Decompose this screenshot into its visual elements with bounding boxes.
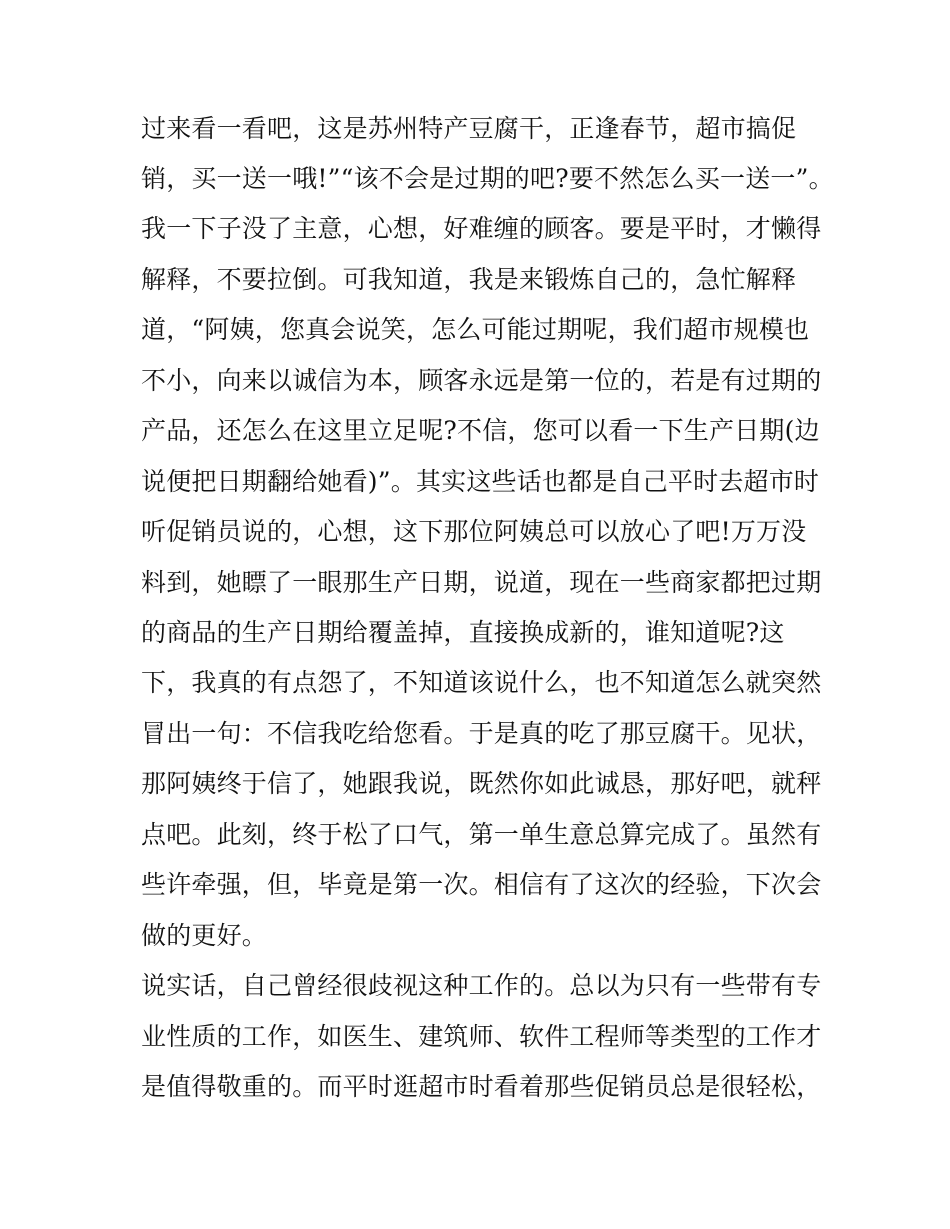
text-line: 业性质的工作，如医生、建筑师、软件工程师等类型的工作才 (141, 1022, 822, 1051)
text-line: 做的更好。 (141, 921, 268, 950)
text-line: 不小，向来以诚信为本，顾客永远是第一位的，若是有过期的 (141, 366, 822, 395)
text-line: 冒出一句：不信我吃给您看。于是真的吃了那豆腐干。见状， (141, 719, 822, 748)
text-line: 的商品的生产日期给覆盖掉，直接换成新的，谁知道呢?这 (141, 618, 785, 647)
text-line: 产品，还怎么在这里立足呢?不信，您可以看一下生产日期(边 (141, 416, 820, 445)
text-line: 那阿姨终于信了，她跟我说，既然你如此诚恳，那好吧，就秤 (141, 769, 822, 798)
text-line: 销，买一送一哦!”“该不会是过期的吧?要不然怎么买一送一”。 (141, 164, 834, 193)
text-line: 点吧。此刻，终于松了口气，第一单生意总算完成了。虽然有 (141, 820, 822, 849)
text-line: 料到，她瞟了一眼那生产日期，说道，现在一些商家都把过期 (141, 568, 822, 597)
text-line: 解释，不要拉倒。可我知道，我是来锻炼自己的，急忙解释 (141, 265, 797, 294)
text-line: 些许牵强，但，毕竟是第一次。相信有了这次的经验，下次会 (141, 870, 822, 899)
text-line: 过来看一看吧，这是苏州特产豆腐干，正逢春节，超市搞促 (141, 114, 797, 143)
text-line: 下，我真的有点怨了，不知道该说什么，也不知道怎么就突然 (141, 668, 822, 697)
text-line: 是值得敬重的。而平时逛超市时看着那些促销员总是很轻松， (141, 1072, 822, 1101)
text-line: 说实话，自己曾经很歧视这种工作的。总以为只有一些带有专 (141, 971, 822, 1000)
text-line: 我一下子没了主意，心想，好难缠的顾客。要是平时，才懒得 (141, 214, 822, 243)
text-line: 说便把日期翻给她看)”。其实这些话也都是自己平时去超市时 (141, 467, 820, 496)
text-line: 道，“阿姨，您真会说笑，怎么可能过期呢，我们超市规模也 (141, 315, 810, 344)
text-line: 听促销员说的，心想，这下那位阿姨总可以放心了吧!万万没 (141, 517, 807, 546)
